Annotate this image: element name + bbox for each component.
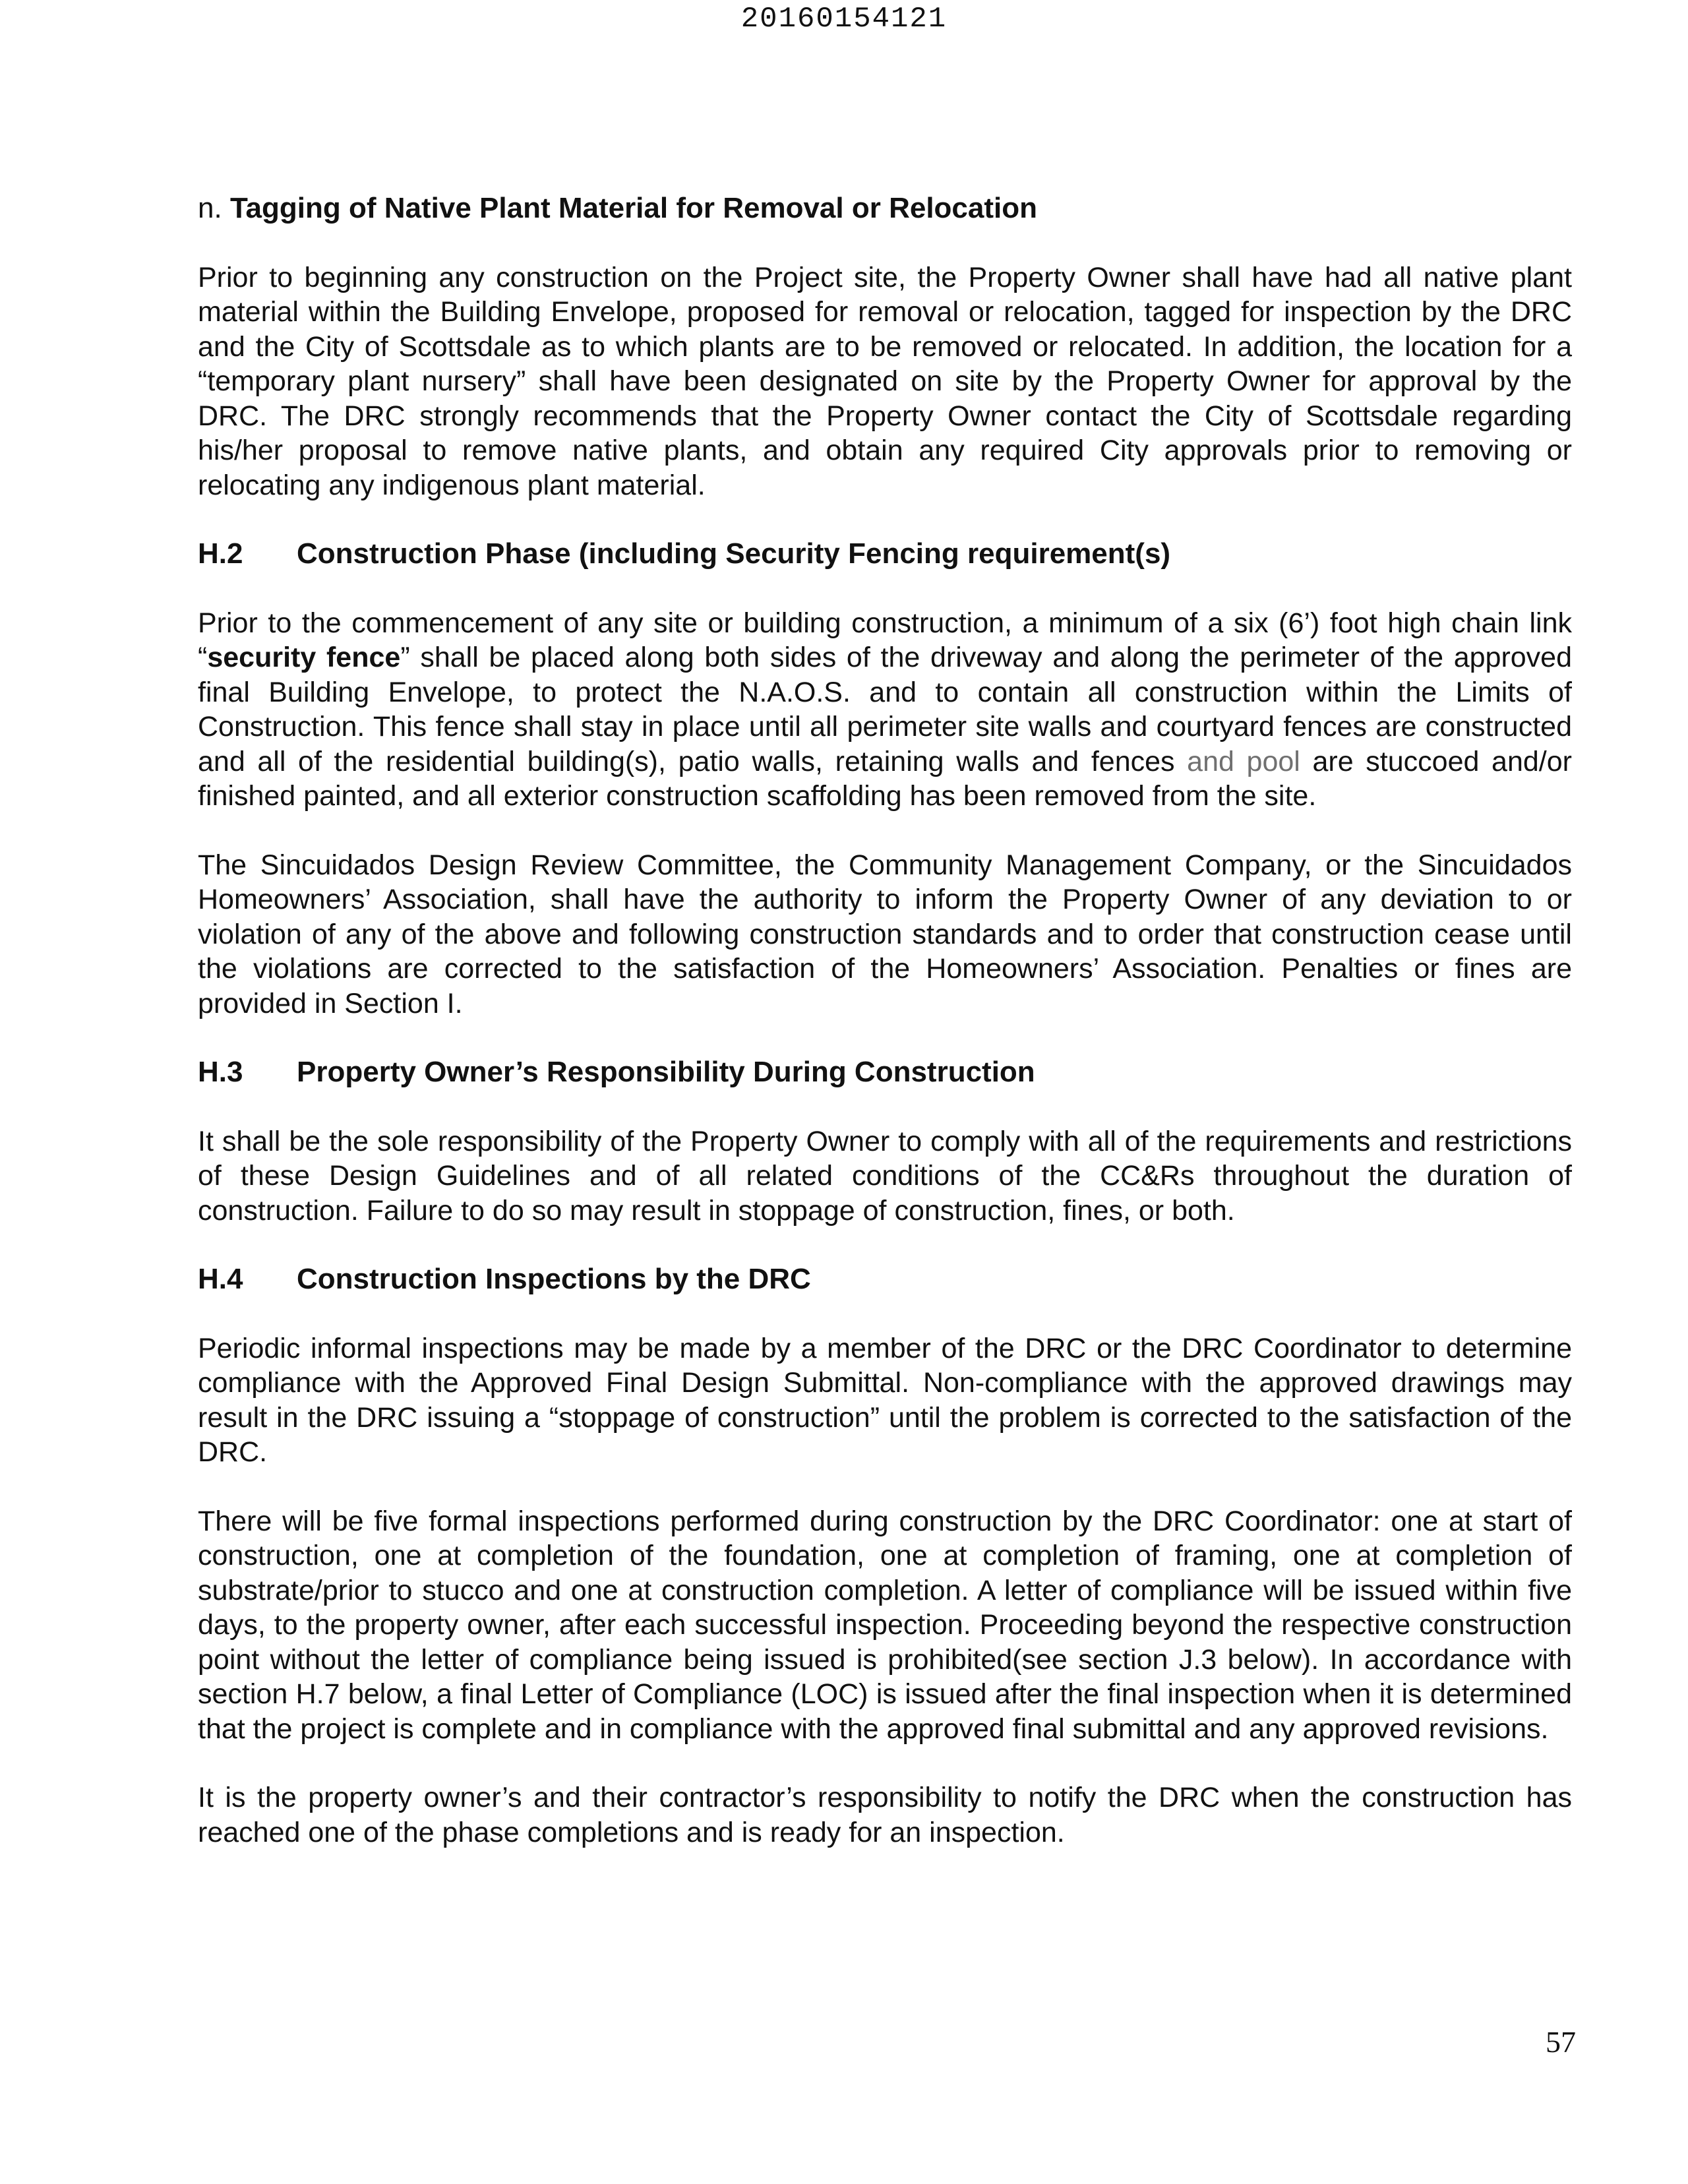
section-h4-paragraph-1: Periodic informal inspections may be made by a member of the DRC or the DRC Coordinator to determine compliance with the Approved Final Design Submittal. Non-compliance with the approved drawings may result in the DRC issuing a “stoppage of construction” until the problem is corrected to the satisfaction of the DRC. bbox=[198, 1332, 1572, 1468]
section-h3-title: Property Owner’s Responsibility During Construction bbox=[297, 1056, 1035, 1088]
section-h4-paragraph-2: There will be five formal inspections performed during construction by the DRC Coordinator: one at start of construction, one at completion of the foundation, one at completion of framing, one at completion of substrate/prior to stucco and one at construction completion. A letter of compliance will be issued within five days, to the property owner, after each successful inspection. Proceeding beyond the respective construction point without the letter of compliance being issued is prohibited(see section J.3 below). In accordance with section H.7 below, a final Letter of Compliance (LOC) is issued after the final inspection when it is determined that the project is complete and in compliance with the approved final submittal and any approved revisions. bbox=[198, 1505, 1572, 1745]
section-h4-heading bbox=[198, 1262, 1572, 1297]
document-number: 20160154121 bbox=[740, 3, 948, 36]
section-h2-p1-text-c: are stuccoed and/or finished painted, and all exterior construction scaffolding has been removed from the site. bbox=[198, 745, 1572, 812]
section-h4-title: Construction Inspections by the DRC bbox=[297, 1263, 811, 1295]
section-h4-paragraph-3: It is the property owner’s and their contractor’s responsibility to notify the DRC when the construction has reached one of the phase completions and is ready for an inspection. bbox=[198, 1782, 1572, 1848]
section-h3-paragraph: It shall be the sole responsibility of the Property Owner to comply with all of the requirements and restrictions of these Design Guidelines and of all related conditions of the CC&Rs throughout the duration of construction. Failure to do so may result in stoppage of construction, fines, or both. bbox=[198, 1125, 1572, 1227]
section-h2-heading bbox=[198, 537, 1572, 572]
section-n-heading bbox=[198, 191, 1572, 226]
section-h2-title: Construction Phase (including Security Fencing requirement(s) bbox=[297, 537, 1171, 570]
section-n-prefix: n. bbox=[198, 192, 222, 224]
section-h2-p1-gray: and pool bbox=[1187, 745, 1300, 777]
section-h2-number: H.2 bbox=[198, 537, 243, 570]
section-h2-paragraph-1 bbox=[198, 606, 1572, 814]
section-h2-paragraph-2: The Sincuidados Design Review Committee, the Community Management Company, or the Sincuidados Homeowners’ Association, shall have the authority to inform the Property Owner of any deviation to or violation of any of the above and following construction standards and to order that construction cease until the violations are corrected to the satisfaction of the Homeowners’ Association. Penalties or fines are provided in Section I. bbox=[198, 849, 1572, 1019]
section-n-paragraph: Prior to beginning any construction on the Project site, the Property Owner shall have had all native plant material within the Building Envelope, proposed for removal or relocation, tagged for inspection by the DRC and the City of Scottsdale as to which plants are to be removed or relocated. In addition, the location for a “temporary plant nursery” shall have been designated on site by the Property Owner for approval by the DRC. The DRC strongly recommends that the Property Owner contact the City of Scottsdale regarding his/her proposal to remove native plants, and obtain any required City approvals prior to removing or relocating any indigenous plant material. bbox=[198, 261, 1572, 501]
section-n-title: Tagging of Native Plant Material for Removal or Relocation bbox=[229, 192, 1037, 224]
section-h4-number: H.4 bbox=[198, 1263, 243, 1295]
section-h2-p1-bold: security fence bbox=[207, 642, 401, 673]
page-number: 57 bbox=[1546, 2025, 1576, 2059]
page-content bbox=[198, 191, 1572, 1884]
section-h2-p1-text-b: ” shall be placed along both sides of the driveway and along the perimeter of the approved final Building Envelope, to protect the N.A.O.S. and to contain all construction within the Limits of Construction. This fence shall stay in place until all perimeter site walls and courtyard fences are constructed and all of the residential building(s), patio walls, retaining walls and fences bbox=[198, 642, 1573, 777]
section-h3-heading bbox=[198, 1055, 1572, 1090]
section-h3-number: H.3 bbox=[198, 1056, 243, 1088]
section-h2-p1-text-a: Prior to the commencement of any site or building construction, a minimum of a six (6’) foot high chain link “ bbox=[198, 607, 1572, 673]
